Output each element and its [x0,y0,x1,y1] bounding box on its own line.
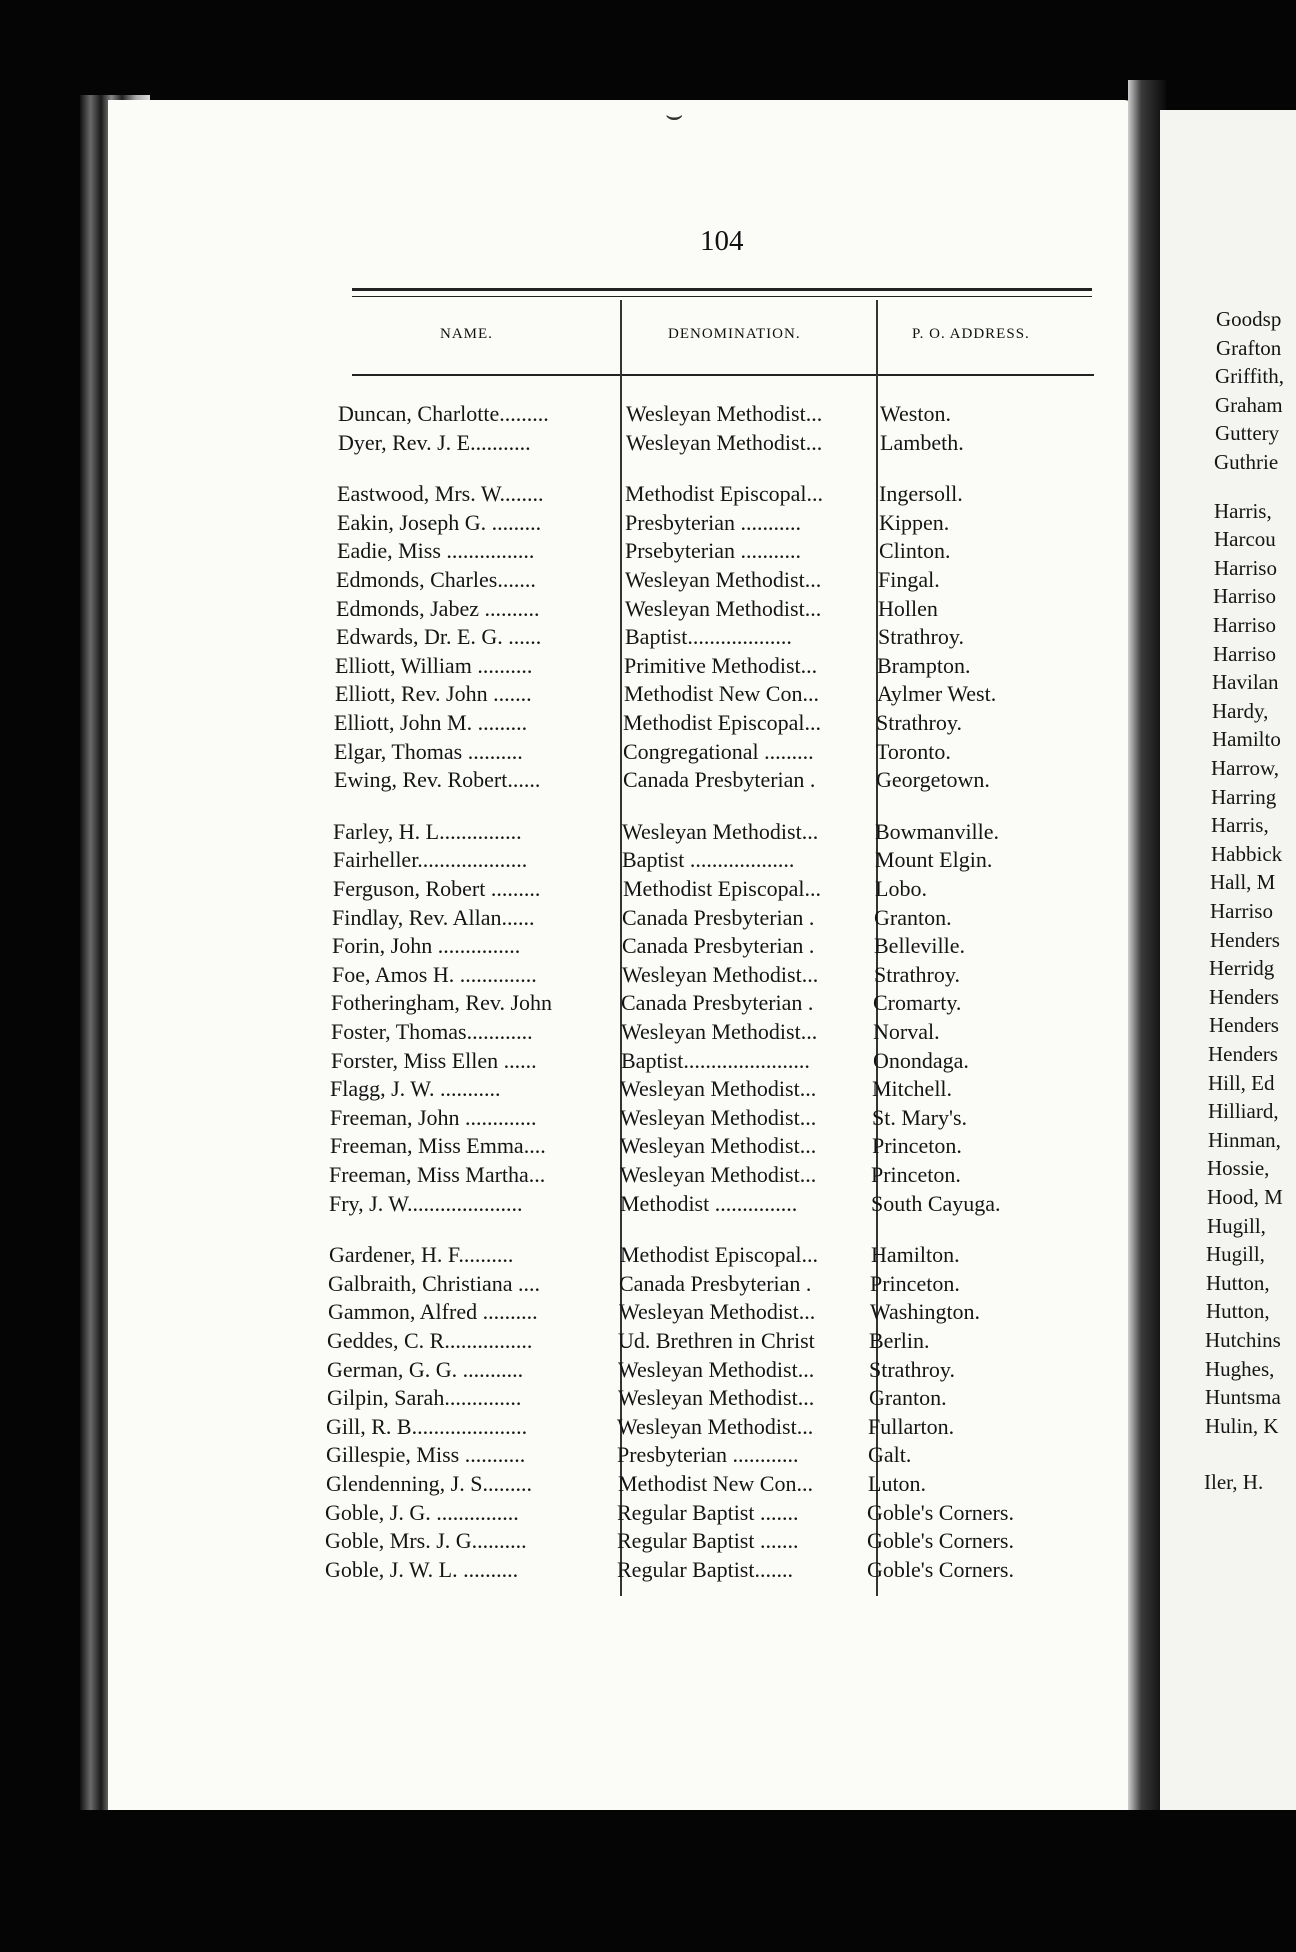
entry-name: Gammon, Alfred .......... [328,1299,538,1325]
entry-address: Fullarton. [868,1413,955,1439]
facing-page-line: Hilliard, [1208,1099,1279,1124]
table-row [328,1270,1088,1298]
entry-denomination: Ud. Brethren in Christ [618,1328,815,1353]
entry-name: Eadie, Miss ................ [337,538,535,564]
entry-denomination: Congregational ......... [623,738,814,764]
table-row [331,1018,1091,1046]
entry-denomination: Wesleyan Methodist... [619,1299,816,1325]
entry-denomination: Presbyterian ............ [617,1442,799,1468]
table-row [336,623,1096,651]
entry-name: Galbraith, Christiana .... [328,1270,541,1296]
entry-address: Fingal. [878,567,940,592]
facing-page-line: Harriso [1213,613,1276,637]
facing-page-line: Harrow, [1211,756,1280,780]
facing-page-line: Hood, M [1207,1185,1283,1209]
entry-name: Gardener, H. F.......... [329,1242,514,1268]
entry-denomination: Methodist Episcopal... [623,710,821,735]
entry-denomination: Wesleyan Methodist... [620,1104,817,1130]
entry-address: Granton. [869,1385,947,1411]
table-row [328,1298,1088,1326]
table-row [330,1075,1090,1103]
facing-page-line: Hughes, [1205,1356,1275,1381]
entry-denomination: Methodist New Con... [618,1471,813,1496]
entry-name: Farley, H. L............... [333,818,522,844]
table-row [326,1413,1086,1441]
top-rule-thin [352,296,1092,297]
top-rule [352,288,1092,291]
entry-denomination: Methodist Episcopal... [623,876,821,901]
facing-page-line: Hossie, [1207,1156,1270,1181]
table-row [337,480,1097,508]
table-row [333,818,1093,846]
entry-denomination: Wesleyan Methodist... [621,1019,818,1044]
entry-denomination: Methodist ............... [620,1190,798,1216]
facing-page-line: Harriso [1214,555,1277,580]
entry-denomination: Wesleyan Methodist... [620,1162,817,1187]
facing-page-line: Hugill, [1206,1242,1265,1267]
entry-denomination: Primitive Methodist... [624,652,818,678]
entry-denomination: Wesleyan Methodist... [618,1385,815,1411]
table-row [329,1241,1089,1269]
column-header-denomination: DENOMINATION. [668,326,801,342]
entry-address: Strathroy. [878,624,964,650]
facing-page-line: Guttery [1215,421,1280,446]
table-row [334,709,1094,737]
entry-name: German, G. G. ........... [327,1356,524,1382]
entry-address: Georgetown. [876,767,990,793]
entry-denomination: Wesleyan Methodist... [626,429,823,455]
facing-page-line: Harriso [1213,584,1276,609]
facing-page-line: Herridg [1209,956,1275,981]
table-row [332,961,1092,989]
entry-name: Edmonds, Jabez .......... [336,595,540,621]
entry-denomination: Canada Presbyterian . [621,990,814,1016]
entry-address: Clinton. [879,538,951,564]
entry-address: Princeton. [872,1133,962,1159]
entry-name: Goble, Mrs. J. G.......... [325,1528,527,1554]
entry-name: Freeman, Miss Martha... [329,1162,546,1187]
facing-page-line: Grafton [1216,335,1282,360]
facing-page-line: Iler, H. [1204,1470,1264,1495]
entry-address: Aylmer West. [877,681,997,707]
facing-page-line: Henders [1210,927,1280,952]
facing-page-line: Hamilto [1212,727,1281,752]
entry-name: Freeman, Miss Emma.... [330,1133,546,1159]
facing-page-line: Graham [1215,392,1283,417]
table-row [336,595,1096,623]
table-row [332,932,1092,960]
table-row [325,1527,1085,1555]
facing-page-line: Huntsma [1205,1385,1281,1410]
entry-denomination: Wesleyan Methodist... [626,401,823,426]
entry-address: Brampton. [877,652,971,678]
entry-denomination: Wesleyan Methodist... [620,1133,817,1159]
facing-page-line: Havilan [1212,670,1279,695]
entry-name: Goble, J. G. ............... [325,1499,519,1525]
entry-address: Hollen [878,595,938,621]
facing-page-line: Harris, [1211,813,1269,838]
facing-page-line: Harring [1211,784,1277,809]
entry-name: Fotheringham, Rev. John [331,990,552,1016]
entry-denomination: Methodist New Con... [624,681,819,707]
entry-address: Princeton. [871,1162,961,1187]
table-row [338,400,1098,428]
entry-denomination: Canada Presbyterian . [622,904,815,930]
table-row [325,1556,1085,1584]
entry-name: Gilpin, Sarah.............. [327,1385,522,1411]
entry-address: Goble's Corners. [867,1528,1014,1554]
entry-name: Elgar, Thomas .......... [334,738,523,764]
table-row [332,904,1092,932]
table-row [335,680,1095,708]
table-row [329,1190,1089,1218]
facing-page-line: Hugill, [1207,1213,1266,1238]
entry-address: Strathroy. [874,961,960,987]
entry-name: Goble, J. W. L. .......... [325,1556,519,1582]
facing-page-line: Henders [1209,984,1279,1009]
entry-name: Foe, Amos H. .............. [332,961,537,987]
entry-name: Flagg, J. W. ........... [330,1076,501,1102]
entry-name: Edwards, Dr. E. G. ...... [336,624,542,650]
entry-denomination: Baptist ................... [622,847,795,873]
table-row [326,1441,1086,1469]
entry-name: Elliott, John M. ......... [334,710,528,735]
table-row [331,989,1091,1017]
facing-page-line: Hutton, [1206,1270,1270,1295]
entry-address: Goble's Corners. [867,1556,1014,1582]
entry-name: Freeman, John ............. [330,1104,537,1130]
facing-page-line: Hinman, [1208,1127,1281,1152]
entry-denomination: Wesleyan Methodist... [622,818,819,844]
facing-page-line: Hill, Ed [1208,1070,1275,1095]
table-row [330,1132,1090,1160]
entry-address: Washington. [870,1299,981,1325]
entry-name: Ferguson, Robert ......... [333,876,541,901]
facing-page-line: Harriso [1213,641,1276,666]
entry-name: Edmonds, Charles....... [336,567,536,592]
facing-page-line: Guthrie [1214,450,1279,474]
entry-denomination: Wesleyan Methodist... [622,961,819,987]
table-row [335,652,1095,680]
facing-page-line: Hutton, [1206,1299,1270,1324]
entry-denomination: Canada Presbyterian . [622,933,815,959]
column-header-address: P. O. ADDRESS. [912,326,1030,342]
table-row [337,537,1097,565]
entry-denomination: Regular Baptist ....... [617,1499,799,1525]
entry-denomination: Wesleyan Methodist... [625,595,822,621]
entry-name: Gill, R. B..................... [326,1413,528,1439]
entry-name: Dyer, Rev. J. E........... [338,429,531,455]
entry-address: Granton. [874,904,952,930]
entry-address: Lobo. [875,876,927,901]
table-row [327,1384,1087,1412]
table-row [331,1047,1091,1075]
entry-denomination: Regular Baptist ....... [617,1528,799,1554]
entry-name: Fry, J. W..................... [329,1190,523,1216]
page-number: 104 [700,225,744,257]
entry-name: Elliott, Rev. John ....... [335,681,532,707]
entry-address: Berlin. [869,1328,930,1353]
facing-page-line: Hutchins [1205,1328,1281,1352]
entry-denomination: Prsebyterian ........... [625,538,801,564]
entry-denomination: Canada Presbyterian . [623,767,816,793]
entry-address: Cromarty. [873,990,962,1016]
entry-address: Mount Elgin. [875,847,993,873]
entry-denomination: Methodist Episcopal... [625,481,823,507]
entry-denomination: Presbyterian ........... [625,509,801,535]
table-row [334,738,1094,766]
table-row [327,1356,1087,1384]
entry-name: Forster, Miss Ellen ...... [331,1047,537,1073]
entry-denomination: Regular Baptist....... [617,1556,793,1582]
table-row [334,766,1094,794]
entry-address: Hamilton. [871,1242,960,1268]
entry-name: Geddes, C. R................ [327,1328,533,1353]
table-row [333,846,1093,874]
table-row [338,429,1098,457]
entry-denomination: Wesleyan Methodist... [617,1413,814,1439]
entry-name: Duncan, Charlotte......... [338,401,549,426]
entry-address: Strathroy. [869,1356,955,1382]
entry-denomination: Baptist....................... [621,1047,810,1073]
entry-name: Fairheller.................... [333,847,528,873]
facing-page-line: Henders [1208,1042,1278,1066]
entry-address: Toronto. [876,738,951,764]
facing-page-line: Henders [1209,1013,1279,1038]
facing-page-line: Harriso [1210,899,1273,923]
entry-address: Bowmanville. [875,818,1000,844]
table-row [325,1499,1085,1527]
header-rule [352,374,1094,376]
entry-name: Foster, Thomas............ [331,1019,533,1044]
entry-denomination: Baptist................... [625,624,792,650]
table-row [337,509,1097,537]
entry-address: Strathroy. [876,710,962,735]
entry-address: Galt. [868,1442,912,1468]
entry-address: Kippen. [879,509,950,535]
table-row [329,1161,1089,1189]
column-header-name: NAME. [440,326,493,342]
scan-background [80,1810,1296,1952]
facing-page-line: Griffith, [1215,364,1285,389]
entry-name: Findlay, Rev. Allan...... [332,904,535,930]
entry-denomination: Wesleyan Methodist... [620,1076,817,1102]
facing-page-line: Harcou [1214,527,1276,552]
stray-mark: ⌣ [665,100,684,131]
entry-address: Ingersoll. [879,481,963,507]
entry-address: Norval. [873,1019,940,1044]
entry-denomination: Canada Presbyterian . [619,1270,812,1296]
entry-address: South Cayuga. [871,1190,1001,1216]
entry-address: Onondaga. [873,1047,969,1073]
table-row [336,566,1096,594]
entry-address: Weston. [880,401,951,426]
entry-name: Forin, John ............... [332,933,521,959]
entry-name: Eastwood, Mrs. W........ [337,481,544,507]
entry-denomination: Wesleyan Methodist... [618,1356,815,1382]
facing-page-line: Habbick [1211,841,1283,866]
entry-address: Belleville. [874,933,966,959]
entry-name: Glendenning, J. S......... [326,1471,532,1496]
entry-address: Lambeth. [880,429,964,455]
entry-address: Princeton. [870,1270,960,1296]
facing-page-line: Hulin, K [1205,1413,1279,1438]
table-row [327,1327,1087,1355]
entry-name: Ewing, Rev. Robert...... [334,767,541,793]
table-row [330,1104,1090,1132]
entry-name: Elliott, William .......... [335,652,533,678]
entry-address: Mitchell. [872,1076,953,1102]
facing-page-line: Goodsp [1216,307,1282,331]
entry-name: Gillespie, Miss ........... [326,1442,526,1468]
entry-name: Eakin, Joseph G. ......... [337,509,542,535]
entry-denomination: Wesleyan Methodist... [625,567,822,592]
entry-denomination: Methodist Episcopal... [620,1242,818,1268]
facing-page-line: Hall, M [1210,870,1276,895]
entry-address: St. Mary's. [872,1104,968,1130]
entry-address: Goble's Corners. [867,1499,1014,1525]
facing-page-line: Harris, [1214,498,1272,523]
table-row [326,1470,1086,1498]
entry-address: Luton. [868,1471,927,1496]
facing-page-line: Hardy, [1212,698,1269,723]
table-row [333,875,1093,903]
